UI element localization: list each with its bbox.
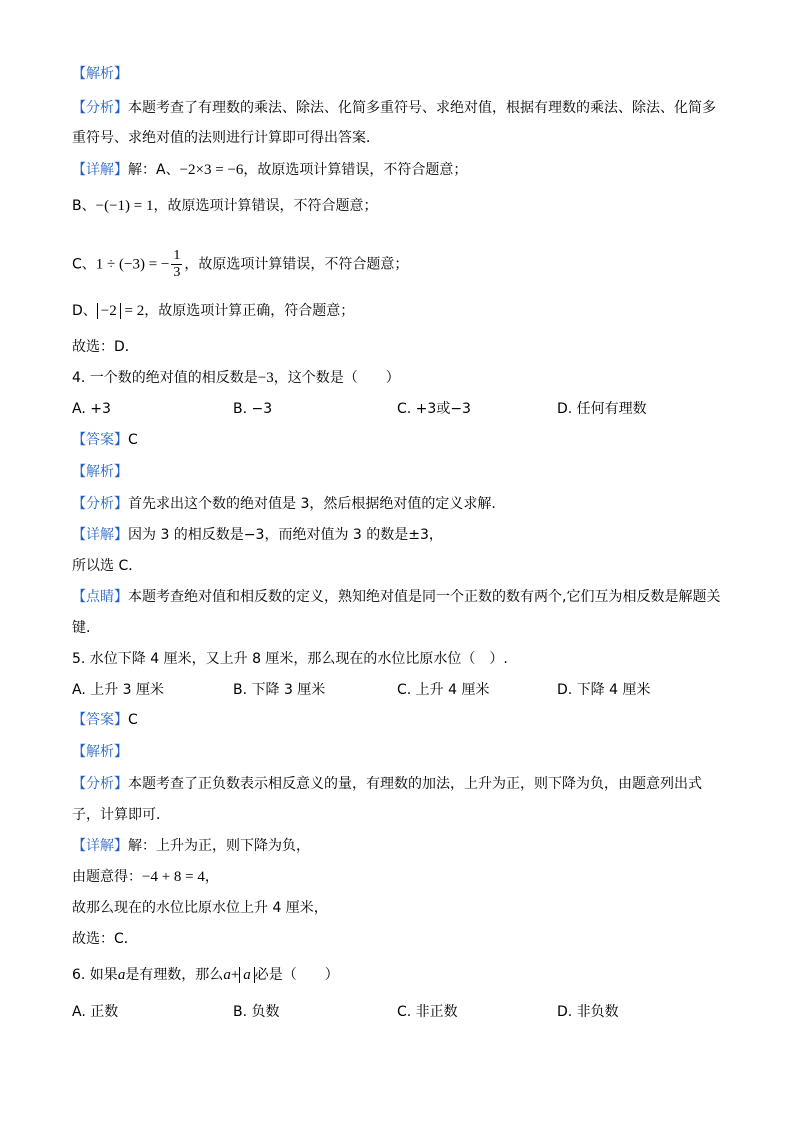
formula-b: −(−1) = 1	[95, 198, 154, 214]
q4-stem-pre: 4. 一个数的绝对值的相反数是	[72, 370, 258, 386]
tiyi-post: ，	[204, 869, 219, 885]
q6-option-a: A. 正数	[72, 1004, 119, 1020]
fenxi-line-1	[72, 98, 716, 118]
fenxi-tag: 【分析】	[72, 496, 128, 512]
question-4-stem	[72, 368, 400, 388]
answer-value: C	[128, 712, 138, 728]
absolute-value-a: a	[239, 967, 255, 983]
absolute-value: −2	[97, 303, 121, 319]
answer-tag: 【答案】	[72, 432, 128, 448]
result-line: 故那么现在的水位比原水位上升 4 厘米，	[72, 900, 328, 916]
xiangjie-tag: 【详解】	[72, 527, 128, 543]
d-pre: D、	[72, 303, 97, 319]
q5-option-c: C. 上升 4 厘米	[397, 682, 490, 698]
q5-option-d: D. 下降 4 厘米	[557, 682, 651, 698]
question-5-stem: 5. 水位下降 4 厘米，又上升 8 厘米，那么现在的水位比原水位（ ）.	[72, 651, 508, 667]
fraction-denominator: 3	[173, 265, 181, 280]
conclusion-3: 故选：C．	[72, 931, 138, 947]
xiangjie-tag: 【详解】	[72, 162, 128, 178]
q4-option-a: A. +3	[72, 401, 111, 417]
q6-option-b: B. 负数	[233, 1004, 280, 1020]
b-post: ，故原选项计算错误，不符合题意；	[153, 198, 378, 214]
c-pre: C、	[72, 256, 96, 273]
question-6-stem	[72, 965, 339, 985]
q5-option-b: B. 下降 3 厘米	[233, 682, 326, 698]
tiyi-pre: 由题意得：	[72, 869, 142, 885]
dianjing-line	[72, 587, 720, 607]
q4-stem-math: −3	[257, 370, 274, 386]
q5-option-a: A. 上升 3 厘米	[72, 682, 165, 698]
equation-line	[72, 867, 219, 887]
jiexi-heading-1: 【解析】	[72, 66, 128, 82]
answer-tag: 【答案】	[72, 712, 128, 728]
tiyi-math: −4 + 8 = 4	[142, 869, 205, 885]
fenxi-tag: 【分析】	[72, 776, 128, 792]
q4-option-b: B. −3	[233, 401, 273, 417]
q4-answer-line	[72, 430, 138, 450]
xiangjie-text: 因为 3 的相反数是−3，而绝对值为 3 的数是±3，	[128, 527, 443, 543]
fenxi-text: 本题考查了正负数表示相反意义的量，有理数的加法，上升为正，则下降为负，由题意列出式	[128, 776, 702, 792]
jiexi-heading-2: 【解析】	[72, 464, 128, 480]
fenxi-line-1-cont: 重符号、求绝对值的法则进行计算即可得出答案．	[72, 130, 380, 146]
xiangjie-pre: 解：A、	[128, 162, 180, 178]
xiangjie-tag: 【详解】	[72, 838, 128, 854]
formula-c: 1 ÷ (−3) = −	[95, 256, 170, 273]
q6-mid: 是有理数，那么	[125, 967, 224, 983]
option-c-line	[72, 248, 408, 281]
q5-answer-line	[72, 710, 138, 730]
fraction-c	[171, 248, 182, 281]
q4-stem-post: ，这个数是（ ）	[273, 370, 400, 386]
d-post: ，故原选项计算正确，符合题意；	[144, 303, 355, 319]
conclusion-2: 所以选 C．	[72, 558, 143, 574]
xiangjie-line-3	[72, 836, 310, 856]
conclusion-1: 故选：D．	[72, 339, 139, 355]
fenxi-text: 首先求出这个数的绝对值是 3，然后根据绝对值的定义求解.	[128, 496, 496, 512]
fenxi-line-3	[72, 774, 702, 794]
option-b-line	[72, 196, 377, 216]
xiangjie-text: 解：上升为正，则下降为负，	[128, 838, 310, 854]
fenxi-tag: 【分析】	[72, 100, 128, 116]
q4-option-c: C. +3或−3	[397, 401, 471, 417]
var-a: a	[117, 967, 126, 983]
formula-d: = 2	[120, 303, 145, 319]
dianjing-cont: 键.	[72, 620, 91, 636]
option-d-line	[72, 301, 354, 321]
q6-option-d: D. 非负数	[557, 1004, 619, 1020]
dianjing-text: 本题考查绝对值和相反数的定义，熟知绝对值是同一个正数的数有两个,它们互为相反数是解题关	[128, 589, 721, 605]
c-post: ，故原选项计算错误，不符合题意；	[184, 256, 409, 273]
fenxi-line-2	[72, 494, 496, 514]
fenxi-line-3-cont: 子，计算即可．	[72, 807, 170, 823]
dianjing-tag: 【点睛】	[72, 589, 128, 605]
jiexi-heading-3: 【解析】	[72, 744, 128, 760]
var-a: a	[223, 967, 231, 983]
fenxi-text: 本题考查了有理数的乘法、除法、化简多重符号、求绝对值，根据有理数的乘法、除法、化简多	[128, 100, 716, 116]
fraction-numerator: 1	[173, 248, 181, 263]
q6-post: 必是（ ）	[254, 967, 339, 983]
xiangjie-line-2	[72, 525, 443, 545]
q6-pre: 6. 如果	[72, 967, 118, 983]
plus-sign: +	[230, 967, 240, 983]
xiangjie-line-a	[72, 160, 467, 180]
answer-value: C	[128, 432, 138, 448]
xiangjie-post: ，故原选项计算错误，不符合题意；	[243, 162, 468, 178]
formula-a: −2×3 = −6	[179, 162, 244, 178]
b-pre: B、	[72, 198, 96, 214]
q4-option-d: D. 任何有理数	[557, 401, 647, 417]
q6-option-c: C. 非正数	[397, 1004, 458, 1020]
